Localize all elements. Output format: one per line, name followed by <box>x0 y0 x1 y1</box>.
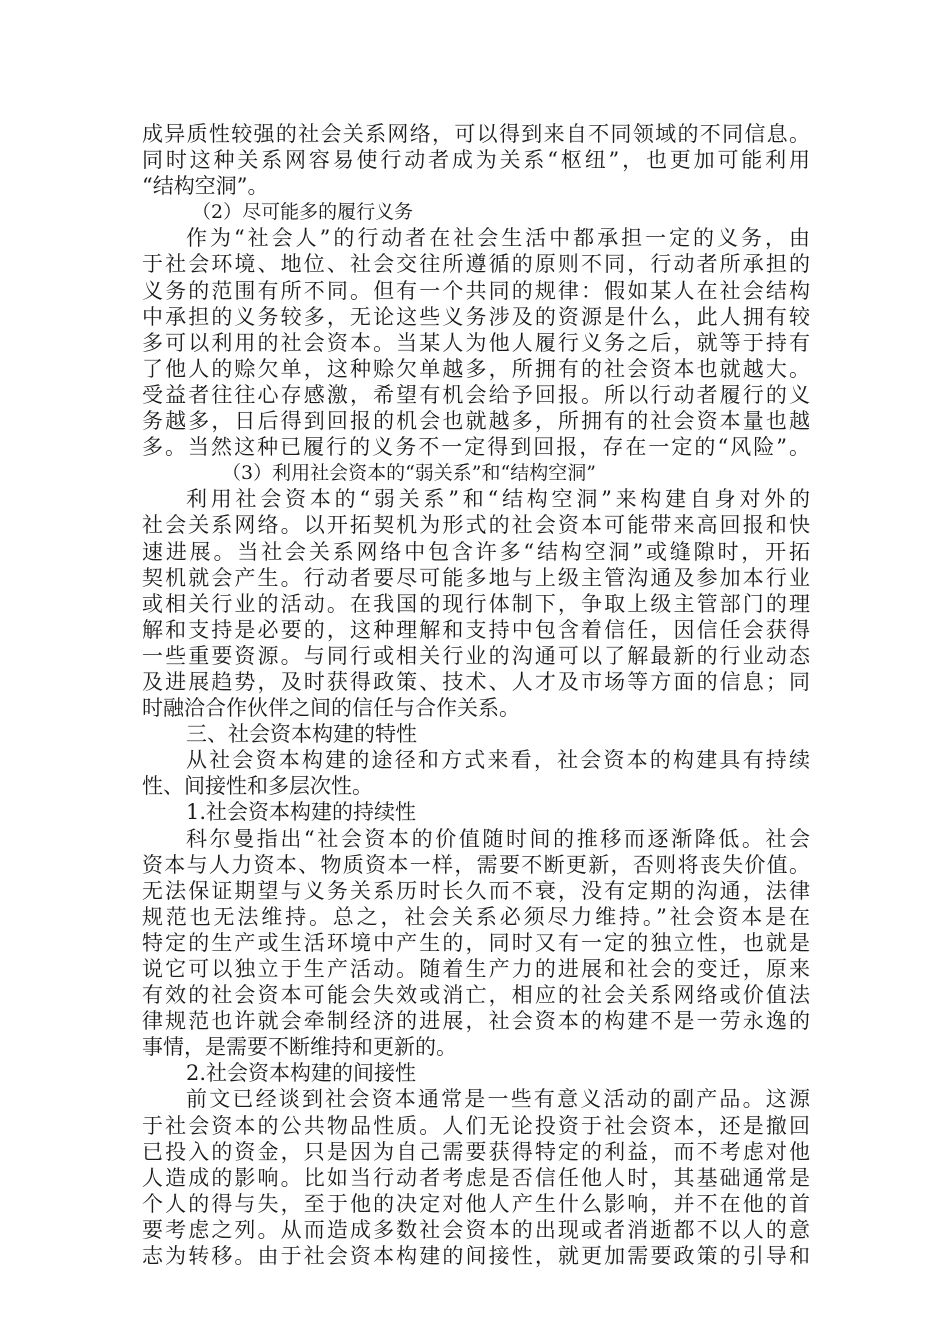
text-line: 及进展趋势，及时获得政策、技术、人才及市场等方面的信息；同 <box>142 669 810 694</box>
text-line: 志为转移。由于社会资本构建的间接性，就更加需要政策的引导和 <box>142 1244 810 1269</box>
subsection-heading: （2）尽可能多的履行义务 <box>192 201 414 224</box>
text-line: 务越多，日后得到回报的机会也就越多，所拥有的社会资本量也越 <box>142 409 810 434</box>
text-line: 多可以利用的社会资本。当某人为他人履行义务之后，就等于持有 <box>142 330 810 355</box>
text-line: 要考虑之列。从而造成多数社会资本的出现或者消逝都不以人的意 <box>142 1217 810 1242</box>
paragraph-first-line: 作为“社会人”的行动者在社会生活中都承担一定的义务，由 <box>186 226 810 251</box>
text-line: 事情，是需要不断维持和更新的。 <box>142 1035 457 1060</box>
paragraph-first-line: 从社会资本构建的途径和方式来看，社会资本的构建具有持续 <box>186 748 810 773</box>
text-line: 有效的社会资本可能会失效或消亡，相应的社会关系网络或价值法 <box>142 983 810 1008</box>
text-line: 或相关行业的活动。在我国的现行体制下，争取上级主管部门的理 <box>142 591 810 616</box>
text-line: 受益者往往心存感激，希望有机会给予回报。所以行动者履行的义 <box>142 382 810 407</box>
text-line: 中承担的义务较多，无论这些义务涉及的资源是什么，此人拥有较 <box>142 304 810 329</box>
text-line: 个人的得与失，至于他的决定对他人产生什么影响，并不在他的首 <box>142 1191 810 1216</box>
text-line: 已投入的资金，只是因为自己需要获得特定的利益，而不考虑对他 <box>142 1139 810 1164</box>
document-page <box>142 121 810 1269</box>
text-line: 契机就会产生。行动者要尽可能多地与上级主管沟通及参加本行业 <box>142 565 810 590</box>
text-line: 了他人的赊欠单，这种赊欠单越多，所拥有的社会资本也就越大。 <box>142 356 810 381</box>
text-line: 于社会资本的公共物品性质。人们无论投资于社会资本，还是撤回 <box>142 1113 810 1138</box>
text-line: 一些重要资源。与同行或相关行业的沟通可以了解最新的行业动态 <box>142 643 810 668</box>
text-line: 多。当然这种已履行的义务不一定得到回报，存在一定的“风险”。 <box>142 435 810 460</box>
paragraph-first-line: 科尔曼指出“社会资本的价值随时间的推移而逐渐降低。社会 <box>186 826 810 851</box>
text-line: 说它可以独立于生产活动。随着生产力的进展和社会的变迁，原来 <box>142 957 810 981</box>
text-line: 特定的生产或生活环境中产生的，同时又有一定的独立性，也就是 <box>142 930 810 955</box>
text-line: 时融洽合作伙伴之间的信任与合作关系。 <box>142 696 520 721</box>
text-line: 成异质性较强的社会关系网络，可以得到来自不同领域的不同信息。 <box>142 122 810 146</box>
text-line: 义务的范围有所不同。但有一个共同的规律：假如某人在社会结构 <box>142 278 810 303</box>
paragraph-first-line: 前文已经谈到社会资本通常是一些有意义活动的副产品。这源 <box>186 1087 810 1112</box>
text-line: 人造成的影响。比如当行动者考虑是否信任他人时，其基础通常是 <box>142 1165 810 1190</box>
text-line: 社会关系网络。以开拓契机为形式的社会资本可能带来高回报和快 <box>142 513 810 538</box>
section-heading: 三、社会资本构建的特性 <box>186 722 417 747</box>
text-line: 性、间接性和多层次性。 <box>142 774 373 799</box>
text-line: 同时这种关系网容易使行动者成为关系“枢纽”，也更加可能利用 <box>142 148 810 173</box>
text-line: 规范也无法维持。总之，社会关系必须尽力维持。”社会资本是在 <box>142 904 810 929</box>
paragraph-first-line: 利用社会资本的“弱关系”和“结构空洞”来构建自身对外的 <box>186 487 810 512</box>
text-line: “结构空洞”。 <box>142 174 269 199</box>
text-line: 于社会环境、地位、社会交往所遵循的原则不同，行动者所承担的 <box>142 252 810 277</box>
text-line: 律规范也许就会牵制经济的进展，社会资本的构建不是一劳永逸的 <box>142 1009 810 1034</box>
text-line: 速进展。当社会关系网络中包含许多“结构空洞”或缝隙时，开拓 <box>142 539 810 564</box>
subsection-heading: （3）利用社会资本的“弱关系”和“结构空洞” <box>222 462 596 485</box>
text-line: 资本与人力资本、物质资本一样，需要不断更新，否则将丧失价值。 <box>142 852 810 877</box>
subsection-heading: 2.社会资本构建的间接性 <box>186 1061 417 1086</box>
subsection-heading: 1.社会资本构建的持续性 <box>186 800 417 825</box>
text-line: 无法保证期望与义务关系历时长久而不衰，没有定期的沟通，法律 <box>142 878 810 903</box>
text-line: 解和支持是必要的，这种理解和支持中包含着信任，因信任会获得 <box>142 617 810 642</box>
